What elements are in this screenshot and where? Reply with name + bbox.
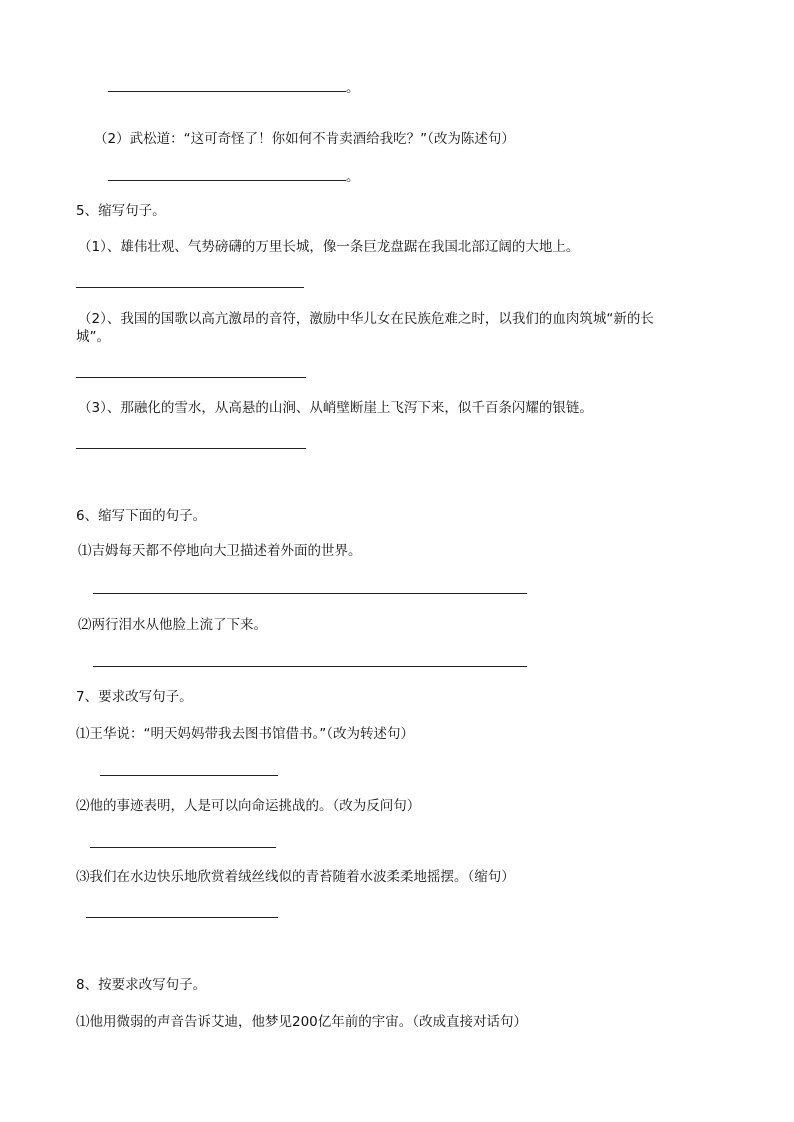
answer-line-5-1[interactable]: [76, 287, 304, 288]
question-5-1: （1）、雄伟壮观、气势磅礴的万里长城，像一条巨龙盘踞在我国北部辽阔的大地上。: [78, 239, 580, 255]
answer-line-7-1[interactable]: [100, 775, 278, 776]
question-5-2-line1: （2）、我国的国歌以高亢激昂的音符，激励中华儿女在民族危难之时，以我们的血肉筑城“新的长: [78, 311, 654, 327]
answer-line-6-2[interactable]: [93, 666, 527, 667]
section-7-title: 7、要求改写句子。: [76, 689, 193, 705]
question-7-1: ⑴王华说：“明天妈妈带我去图书馆借书。”（改为转述句）: [76, 726, 414, 742]
section-5-title: 5、缩写句子。: [76, 203, 166, 219]
answer-line-5-3[interactable]: [76, 448, 306, 449]
period-mark: 。: [346, 169, 360, 185]
answer-line-6-1[interactable]: [93, 593, 527, 594]
question-6-1: ⑴吉姆每天都不停地向大卫描述着外面的世界。: [78, 543, 362, 559]
answer-line-4-1[interactable]: [108, 91, 346, 92]
question-5-3: （3）、那融化的雪水，从高悬的山涧、从峭壁断崖上飞泻下来，似千百条闪耀的银链。: [78, 400, 593, 416]
answer-line-4-2[interactable]: [108, 180, 346, 181]
question-6-2: ⑵两行泪水从他脸上流了下来。: [78, 617, 267, 633]
answer-line-7-2[interactable]: [90, 847, 276, 848]
period-mark: 。: [346, 80, 360, 96]
answer-line-7-3[interactable]: [86, 917, 278, 918]
question-7-3: ⑶我们在水边快乐地欣赏着绒丝线似的青苔随着水波柔柔地摇摆。（缩句）: [76, 869, 515, 885]
question-8-1: ⑴他用微弱的声音告诉艾迪，他梦见200亿年前的宇宙。（改成直接对话句）: [76, 1014, 528, 1030]
section-6-title: 6、缩写下面的句子。: [76, 508, 207, 524]
question-5-2-line2: 城”。: [76, 329, 110, 345]
section-8-title: 8、按要求改写句子。: [76, 977, 207, 993]
question-7-2: ⑵他的事迹表明，人是可以向命运挑战的。（改为反问句）: [76, 798, 421, 814]
question-4-2: （2）武松道：“这可奇怪了！你如何不肯卖酒给我吃？”（改为陈述句）: [94, 131, 515, 147]
answer-line-5-2[interactable]: [76, 377, 306, 378]
